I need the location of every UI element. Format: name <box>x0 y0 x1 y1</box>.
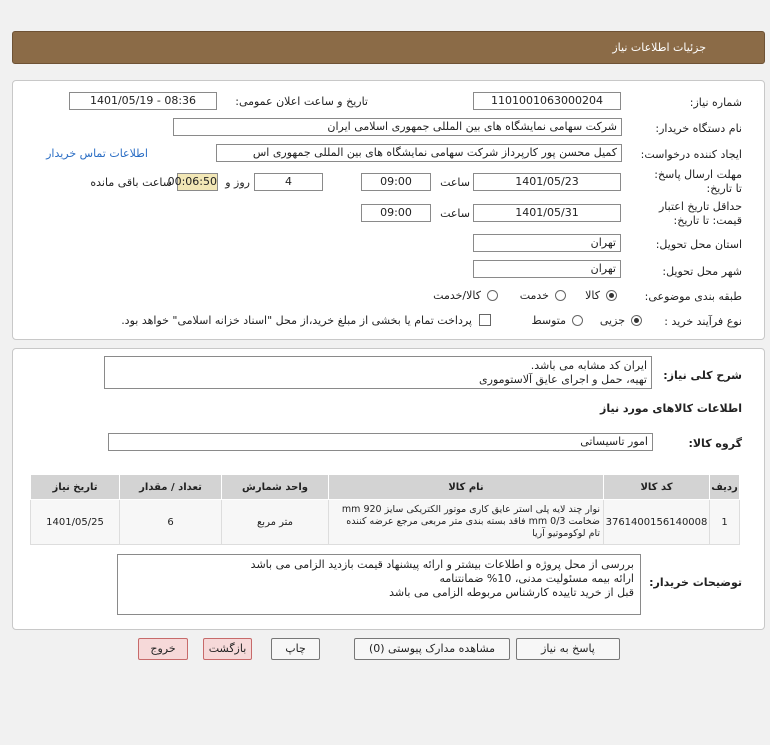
treasury-payment-checkbox[interactable] <box>479 314 491 326</box>
table-header-row <box>31 475 740 500</box>
page-title: جزئیات اطلاعات نیاز <box>612 41 706 54</box>
buyer-notes-label: توضیحات خریدار: <box>649 576 742 589</box>
process-radio-medium[interactable] <box>572 315 583 326</box>
deadline-time-field: 09:00 <box>361 173 431 191</box>
category-label: طبقه بندی موضوعی: <box>644 290 742 303</box>
process-radio-minor[interactable] <box>631 315 642 326</box>
category-radio-goods[interactable] <box>606 290 617 301</box>
deadline-time-label: ساعت <box>440 176 470 189</box>
description-label: شرح کلی نیاز: <box>663 369 742 382</box>
remaining-label: ساعت باقی مانده <box>90 176 172 189</box>
validity-label-text: حداقل تاریخ اعتبار قیمت: تا تاریخ: <box>658 200 742 227</box>
col-row: ردیف <box>710 475 740 500</box>
province-field: تهران <box>473 234 621 252</box>
process-option-medium: متوسط <box>531 314 566 327</box>
col-name: نام کالا <box>329 475 604 500</box>
province-label: استان محل تحویل: <box>655 238 742 251</box>
remaining-time-field: 00:06:50 <box>177 173 218 191</box>
process-label: نوع فرآیند خرید : <box>664 315 742 328</box>
announce-label: تاریخ و ساعت اعلان عمومی: <box>235 95 368 108</box>
category-option-service: خدمت <box>519 289 549 302</box>
days-field: 4 <box>254 173 323 191</box>
buyer-org-label: نام دستگاه خریدار: <box>655 122 742 135</box>
deadline-date-field: 1401/05/23 <box>473 173 621 191</box>
exit-button[interactable]: خروج <box>138 638 188 660</box>
creator-label: ایجاد کننده درخواست: <box>640 148 742 161</box>
validity-label <box>654 200 742 228</box>
goods-group-field: امور تاسیساتی <box>108 433 653 451</box>
days-label: روز و <box>225 176 250 189</box>
cell-code: 3761400156140008 <box>604 500 710 545</box>
announce-field: 1401/05/19 - 08:36 <box>69 92 217 110</box>
col-code: کد کالا <box>604 475 710 500</box>
cell-date: 1401/05/25 <box>31 500 120 545</box>
cell-name: نوار چند لایه پلی استر عایق کاری موتور الکتریکی سایز 920 mm ضخامت 0/3 mm فاقد بسته بندی متر مربعی مرجع عرضه کننده تام لوکوموتیو آریا <box>329 500 604 545</box>
need-number-label: شماره نیاز: <box>689 96 742 109</box>
description-line: تهیه، حمل و اجرای عایق آلاستوموری <box>479 373 647 386</box>
back-button[interactable]: بازگشت <box>203 638 252 660</box>
payment-note: پرداخت تمام یا بخشی از مبلغ خرید،از محل "اسناد خزانه اسلامی" خواهد بود. <box>121 314 472 327</box>
buyer-org-field: شرکت سهامی نمایشگاه های بین المللی جمهوری اسلامی ایران <box>173 118 622 136</box>
category-radio-both[interactable] <box>487 290 498 301</box>
items-table <box>30 474 740 545</box>
buyer-note-line: قبل از خرید تاییده کارشناس مربوطه الزامی می باشد <box>389 586 634 599</box>
validity-date-field: 1401/05/31 <box>473 204 621 222</box>
creator-field: کمیل محسن پور کارپرداز شرکت سهامی نمایشگاه های بین المللی جمهوری اس <box>216 144 622 162</box>
deadline-label <box>654 168 742 196</box>
city-field: تهران <box>473 260 621 278</box>
goods-section-title: اطلاعات کالاهای مورد نیاز <box>600 402 742 415</box>
table-row <box>31 500 740 545</box>
cell-qty: 6 <box>120 500 222 545</box>
goods-group-label: گروه کالا: <box>688 437 742 450</box>
city-label: شهر محل تحویل: <box>662 265 742 278</box>
process-option-minor: جزیی <box>599 314 625 327</box>
reply-button[interactable]: پاسخ به نیاز <box>516 638 620 660</box>
description-box <box>104 356 652 389</box>
cell-unit: متر مربع <box>222 500 329 545</box>
validity-time-label: ساعت <box>440 207 470 220</box>
col-date: تاریخ نیاز <box>31 475 120 500</box>
buyer-notes-box <box>117 554 641 615</box>
buyer-note-line: ارائه بیمه مسئولیت مدنی، 10% ضمانتنامه <box>439 572 634 585</box>
need-number-field: 1101001063000204 <box>473 92 621 110</box>
cell-row: 1 <box>710 500 740 545</box>
buyer-note-line: بررسی از محل پروژه و اطلاعات بیشتر و ارائه پیشنهاد قیمت بازدید الزامی می باشد <box>250 558 634 571</box>
view-attachments-button[interactable]: مشاهده مدارک پیوستی (0) <box>354 638 510 660</box>
category-option-both: کالا/خدمت <box>433 289 481 302</box>
contact-buyer-link[interactable]: اطلاعات تماس خریدار <box>46 147 148 160</box>
validity-time-field: 09:00 <box>361 204 431 222</box>
col-qty: تعداد / مقدار <box>120 475 222 500</box>
print-button[interactable]: چاپ <box>271 638 320 660</box>
col-unit: واحد شمارش <box>222 475 329 500</box>
deadline-label-text: مهلت ارسال پاسخ: تا تاریخ: <box>654 168 742 195</box>
category-option-goods: کالا <box>585 289 600 302</box>
category-radio-service[interactable] <box>555 290 566 301</box>
description-line: ایران کد مشابه می باشد. <box>530 359 647 372</box>
page-title-bar <box>12 31 765 64</box>
